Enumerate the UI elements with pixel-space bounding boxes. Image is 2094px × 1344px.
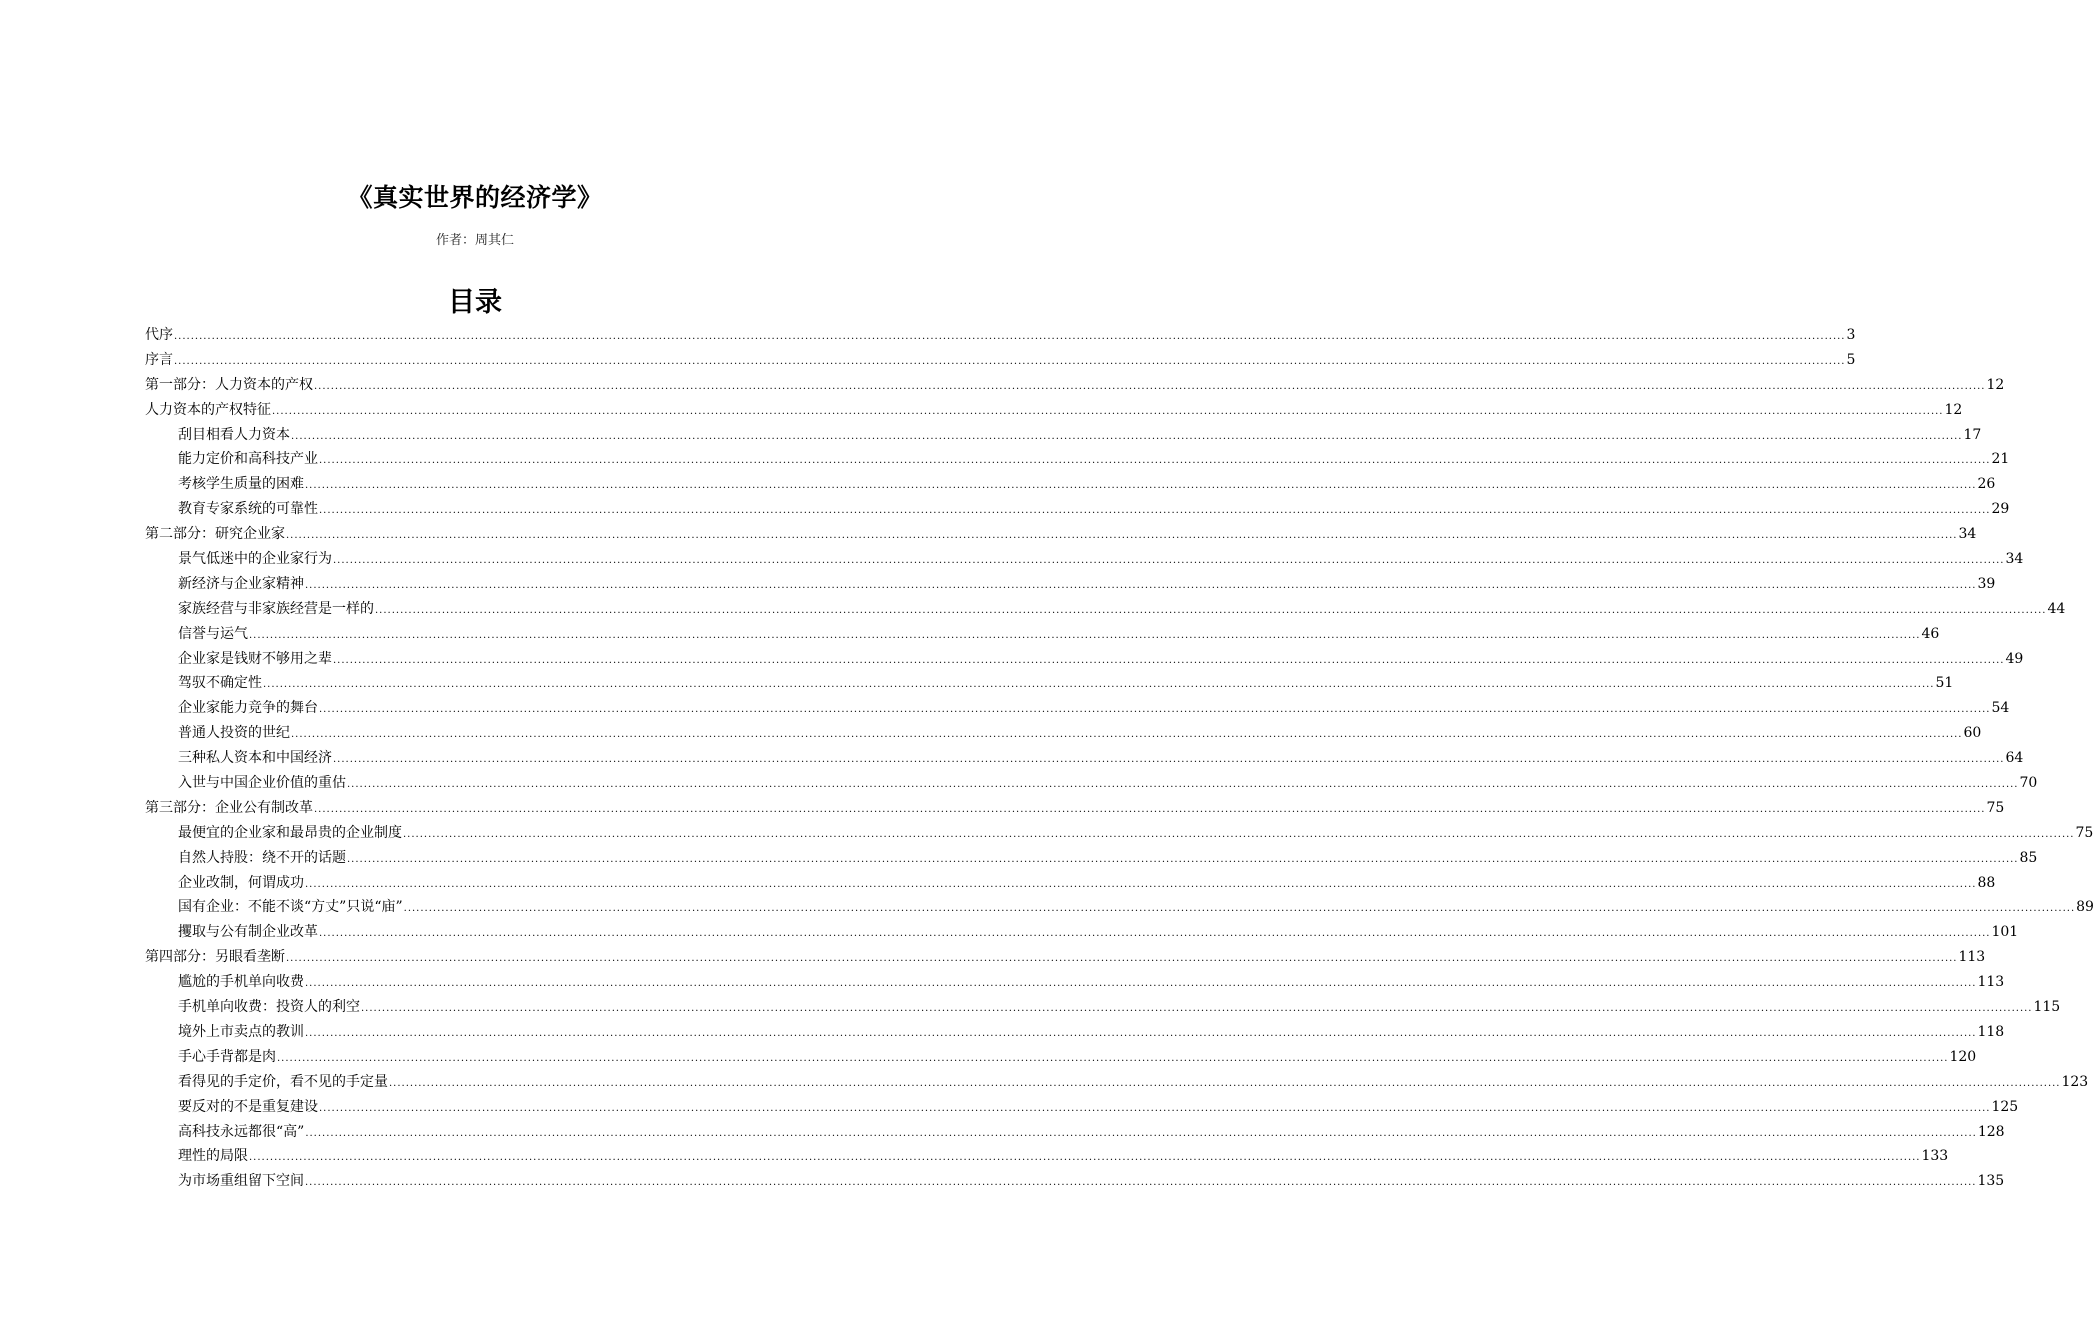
toc-entry[interactable] bbox=[145, 522, 1977, 547]
toc-entry-page-number: 21 bbox=[1991, 451, 2010, 468]
toc-entry[interactable] bbox=[145, 423, 1982, 448]
toc-dot-leader: ................................................................................................................................................................................................................................................................................................................................................................................................................ bbox=[291, 729, 1963, 741]
toc-dot-leader: ................................................................................................................................................................................................................................................................................................................................................................................................................ bbox=[319, 704, 1991, 716]
toc-entry-page-number: 39 bbox=[1977, 575, 1996, 592]
toc-entry-title: 入世与中国企业价值的重估 bbox=[178, 775, 346, 792]
toc-entry-title: 考核学生质量的困难 bbox=[178, 476, 304, 493]
toc-entry-page-number: 135 bbox=[1977, 1173, 2005, 1190]
toc-dot-leader: ................................................................................................................................................................................................................................................................................................................................................................................................................ bbox=[333, 555, 2005, 567]
table-of-contents bbox=[145, 323, 2094, 1194]
toc-entry-page-number: 29 bbox=[1991, 501, 2010, 518]
toc-entry-title: 三种私人资本和中国经济 bbox=[178, 750, 332, 767]
toc-entry-title: 国有企业：不能不谈“方丈”只说“庙” bbox=[178, 899, 403, 916]
toc-dot-leader: ................................................................................................................................................................................................................................................................................................................................................................................................................ bbox=[305, 1027, 1977, 1039]
toc-entry[interactable] bbox=[145, 821, 2094, 846]
toc-entry[interactable] bbox=[145, 721, 1982, 746]
author-line: 作者：周其仁 bbox=[435, 233, 514, 248]
toc-dot-leader: ................................................................................................................................................................................................................................................................................................................................................................................................................ bbox=[319, 505, 1991, 517]
toc-entry-title: 手心手背都是肉 bbox=[178, 1048, 276, 1065]
toc-entry[interactable] bbox=[145, 1045, 1977, 1070]
toc-dot-leader: ................................................................................................................................................................................................................................................................................................................................................................................................................ bbox=[291, 430, 1963, 442]
toc-entry[interactable] bbox=[145, 597, 2066, 622]
toc-dot-leader: ................................................................................................................................................................................................................................................................................................................................................................................................................ bbox=[314, 380, 1986, 392]
toc-entry-title: 理性的局限 bbox=[178, 1148, 248, 1165]
toc-entry-title: 家族经营与非家族经营是一样的 bbox=[178, 600, 374, 617]
toc-heading: 目录 bbox=[448, 287, 502, 318]
toc-dot-leader: ................................................................................................................................................................................................................................................................................................................................................................................................................ bbox=[305, 480, 1977, 492]
toc-entry-page-number: 123 bbox=[2061, 1073, 2089, 1090]
toc-entry-title: 企业改制，何谓成功 bbox=[178, 874, 304, 891]
toc-entry[interactable] bbox=[145, 348, 1856, 373]
toc-dot-leader: ................................................................................................................................................................................................................................................................................................................................................................................................................ bbox=[319, 928, 1991, 940]
toc-entry[interactable] bbox=[145, 373, 2005, 398]
toc-entry-title: 自然人持股：绕不开的话题 bbox=[178, 849, 346, 866]
toc-dot-leader: ................................................................................................................................................................................................................................................................................................................................................................................................................ bbox=[286, 953, 1958, 965]
toc-dot-leader: ................................................................................................................................................................................................................................................................................................................................................................................................................ bbox=[305, 1127, 1977, 1139]
toc-entry[interactable] bbox=[145, 447, 2010, 472]
toc-entry-title: 为市场重组留下空间 bbox=[178, 1173, 304, 1190]
toc-dot-leader: ................................................................................................................................................................................................................................................................................................................................................................................................................ bbox=[319, 1102, 1991, 1114]
toc-entry-title: 境外上市卖点的教训 bbox=[178, 1023, 304, 1040]
toc-entry-title: 人力资本的产权特征 bbox=[145, 401, 271, 418]
toc-entry-page-number: 128 bbox=[1977, 1123, 2005, 1140]
toc-entry[interactable] bbox=[145, 622, 1940, 647]
toc-entry-page-number: 44 bbox=[2047, 600, 2066, 617]
toc-entry-title: 教育专家系统的可靠性 bbox=[178, 501, 318, 518]
toc-entry-title: 景气低迷中的企业家行为 bbox=[178, 551, 332, 568]
toc-entry-page-number: 26 bbox=[1977, 476, 1996, 493]
toc-dot-leader: ................................................................................................................................................................................................................................................................................................................................................................................................................ bbox=[347, 779, 2019, 791]
toc-entry[interactable] bbox=[145, 398, 1963, 423]
toc-dot-leader: ................................................................................................................................................................................................................................................................................................................................................................................................................ bbox=[263, 679, 1935, 691]
toc-entry-title: 代序 bbox=[145, 327, 173, 343]
toc-entry-title: 手机单向收费：投资人的利空 bbox=[178, 999, 360, 1016]
toc-dot-leader: ................................................................................................................................................................................................................................................................................................................................................................................................................ bbox=[333, 754, 2005, 766]
toc-dot-leader: ................................................................................................................................................................................................................................................................................................................................................................................................................ bbox=[403, 903, 2076, 915]
toc-entry[interactable] bbox=[145, 871, 1996, 896]
toc-entry-title: 高科技永远都很“高” bbox=[178, 1123, 305, 1140]
toc-entry-page-number: 118 bbox=[1977, 1023, 2005, 1040]
toc-entry[interactable] bbox=[145, 696, 2010, 721]
toc-entry[interactable] bbox=[145, 771, 2038, 796]
toc-entry[interactable] bbox=[145, 1020, 2005, 1045]
toc-entry[interactable] bbox=[145, 323, 1856, 348]
toc-entry[interactable] bbox=[145, 895, 2094, 920]
toc-entry[interactable] bbox=[145, 746, 2024, 771]
toc-entry-title: 第四部分：另眼看垄断 bbox=[145, 949, 285, 966]
toc-entry[interactable] bbox=[145, 1169, 2005, 1194]
toc-entry-page-number: 17 bbox=[1963, 426, 1982, 443]
toc-entry-page-number: 60 bbox=[1963, 725, 1982, 742]
toc-entry-title: 能力定价和高科技产业 bbox=[178, 451, 318, 468]
toc-dot-leader: ................................................................................................................................................................................................................................................................................................................................................................................................................ bbox=[286, 530, 1958, 542]
toc-entry-page-number: 49 bbox=[2005, 650, 2024, 667]
toc-dot-leader: ................................................................................................................................................................................................................................................................................................................................................................................................................ bbox=[305, 579, 1977, 591]
toc-entry-page-number: 85 bbox=[2019, 849, 2038, 866]
toc-dot-leader: ................................................................................................................................................................................................................................................................................................................................................................................................................ bbox=[333, 654, 2005, 666]
toc-entry-page-number: 101 bbox=[1991, 924, 2019, 941]
toc-dot-leader: ................................................................................................................................................................................................................................................................................................................................................................................................................ bbox=[277, 1052, 1949, 1064]
toc-dot-leader: ................................................................................................................................................................................................................................................................................................................................................................................................................ bbox=[375, 604, 2047, 616]
toc-entry-page-number: 5 bbox=[1846, 351, 1856, 368]
toc-entry-page-number: 12 bbox=[1944, 401, 1963, 418]
toc-entry-page-number: 70 bbox=[2019, 775, 2038, 792]
toc-entry-page-number: 64 bbox=[2005, 750, 2024, 767]
toc-entry-page-number: 113 bbox=[1977, 974, 2005, 991]
toc-entry-page-number: 89 bbox=[2076, 899, 2094, 916]
toc-dot-leader: ................................................................................................................................................................................................................................................................................................................................................................................................................ bbox=[305, 978, 1977, 990]
toc-entry[interactable] bbox=[145, 796, 2005, 821]
toc-entry[interactable] bbox=[145, 547, 2024, 572]
toc-entry-title: 第一部分：人力资本的产权 bbox=[145, 376, 313, 393]
toc-entry-page-number: 34 bbox=[2005, 551, 2024, 568]
toc-entry-title: 攫取与公有制企业改革 bbox=[178, 924, 318, 941]
toc-dot-leader: ................................................................................................................................................................................................................................................................................................................................................................................................................ bbox=[389, 1077, 2061, 1089]
toc-entry-title: 看得见的手定价，看不见的手定量 bbox=[178, 1073, 388, 1090]
toc-entry-title: 企业家是钱财不够用之辈 bbox=[178, 650, 332, 667]
toc-entry-title: 尴尬的手机单向收费 bbox=[178, 974, 304, 991]
toc-entry-title: 第三部分：企业公有制改革 bbox=[145, 799, 313, 816]
toc-entry[interactable] bbox=[145, 920, 2019, 945]
toc-dot-leader: ................................................................................................................................................................................................................................................................................................................................................................................................................ bbox=[174, 331, 1846, 342]
toc-entry-title: 序言 bbox=[145, 351, 173, 368]
toc-entry-page-number: 46 bbox=[1921, 625, 1940, 642]
toc-entry[interactable] bbox=[145, 497, 2010, 522]
toc-entry-title: 企业家能力竞争的舞台 bbox=[178, 700, 318, 717]
toc-entry-page-number: 75 bbox=[2075, 824, 2094, 841]
toc-entry-page-number: 115 bbox=[2033, 999, 2061, 1016]
toc-entry-title: 信誉与运气 bbox=[178, 625, 248, 642]
toc-dot-leader: ................................................................................................................................................................................................................................................................................................................................................................................................................ bbox=[403, 828, 2075, 840]
toc-entry-title: 第二部分：研究企业家 bbox=[145, 526, 285, 543]
toc-entry[interactable] bbox=[145, 1120, 2005, 1145]
toc-entry-title: 普通人投资的世纪 bbox=[178, 725, 290, 742]
toc-dot-leader: ................................................................................................................................................................................................................................................................................................................................................................................................................ bbox=[305, 1177, 1977, 1189]
toc-dot-leader: ................................................................................................................................................................................................................................................................................................................................................................................................................ bbox=[174, 355, 1846, 367]
toc-entry[interactable] bbox=[145, 970, 2005, 995]
toc-entry-page-number: 113 bbox=[1958, 949, 1986, 966]
toc-entry-page-number: 3 bbox=[1846, 327, 1856, 343]
toc-entry-page-number: 125 bbox=[1991, 1098, 2019, 1115]
toc-entry[interactable] bbox=[145, 1144, 1949, 1169]
toc-entry[interactable] bbox=[145, 945, 1986, 970]
toc-entry-page-number: 120 bbox=[1949, 1048, 1977, 1065]
toc-dot-leader: ................................................................................................................................................................................................................................................................................................................................................................................................................ bbox=[319, 455, 1991, 467]
toc-dot-leader: ................................................................................................................................................................................................................................................................................................................................................................................................................ bbox=[305, 878, 1977, 890]
toc-entry[interactable] bbox=[145, 995, 2061, 1020]
toc-entry-page-number: 51 bbox=[1935, 675, 1954, 692]
toc-entry[interactable] bbox=[145, 647, 2024, 672]
toc-entry[interactable] bbox=[145, 472, 1996, 497]
toc-entry[interactable] bbox=[145, 846, 2038, 871]
toc-entry-page-number: 75 bbox=[1986, 799, 2005, 816]
toc-entry-title: 最便宜的企业家和最昂贵的企业制度 bbox=[178, 824, 402, 841]
toc-entry-page-number: 88 bbox=[1977, 874, 1996, 891]
toc-entry-page-number: 34 bbox=[1958, 526, 1977, 543]
toc-entry[interactable] bbox=[145, 1070, 2089, 1095]
toc-dot-leader: ................................................................................................................................................................................................................................................................................................................................................................................................................ bbox=[314, 803, 1986, 815]
toc-dot-leader: ................................................................................................................................................................................................................................................................................................................................................................................................................ bbox=[249, 629, 1921, 641]
book-title: 《真实世界的经济学》 bbox=[347, 183, 603, 212]
toc-entry-title: 要反对的不是重复建设 bbox=[178, 1098, 318, 1115]
toc-dot-leader: ................................................................................................................................................................................................................................................................................................................................................................................................................ bbox=[347, 853, 2019, 865]
toc-entry-page-number: 12 bbox=[1986, 376, 2005, 393]
toc-entry[interactable] bbox=[145, 671, 1954, 696]
toc-entry-title: 新经济与企业家精神 bbox=[178, 575, 304, 592]
toc-entry-title: 刮目相看人力资本 bbox=[178, 426, 290, 443]
toc-entry-page-number: 133 bbox=[1921, 1148, 1949, 1165]
toc-entry-page-number: 54 bbox=[1991, 700, 2010, 717]
toc-dot-leader: ................................................................................................................................................................................................................................................................................................................................................................................................................ bbox=[361, 1003, 2033, 1015]
toc-entry-title: 驾驭不确定性 bbox=[178, 675, 262, 692]
toc-entry[interactable] bbox=[145, 572, 1996, 597]
toc-dot-leader: ................................................................................................................................................................................................................................................................................................................................................................................................................ bbox=[272, 405, 1944, 417]
toc-dot-leader: ................................................................................................................................................................................................................................................................................................................................................................................................................ bbox=[249, 1152, 1921, 1164]
toc-entry[interactable] bbox=[145, 1095, 2019, 1120]
